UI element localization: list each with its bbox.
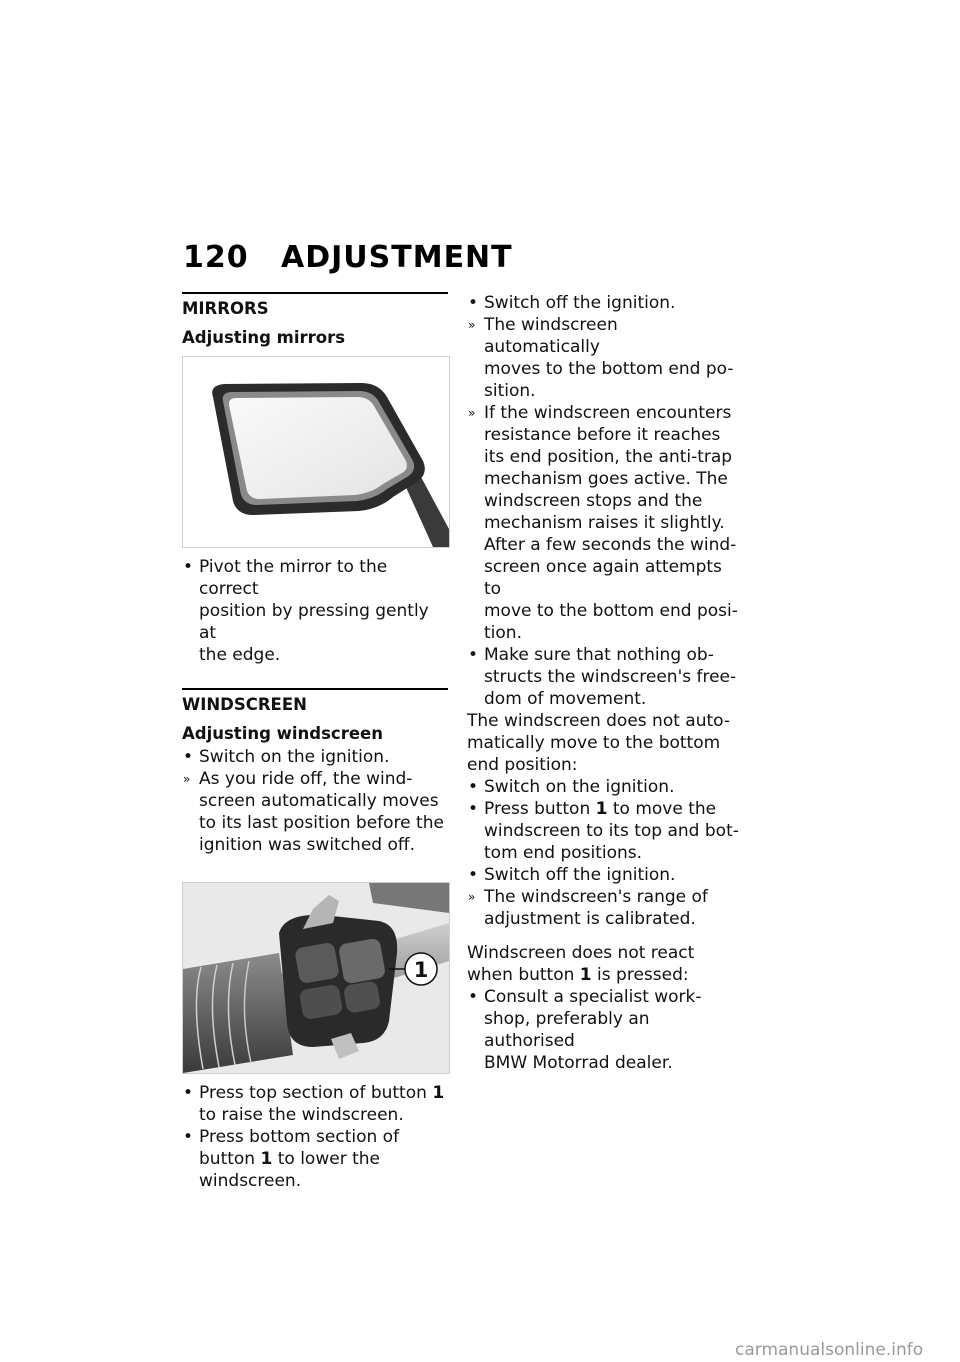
ws-step-ignition-on-text: Switch on the ignition. — [199, 747, 390, 767]
bullet-marker: • — [468, 777, 479, 797]
press-step-text-3: windscreen to its top and bot- — [484, 821, 739, 841]
mirror-step-line-1: Pivot the mirror to the correct — [199, 557, 388, 599]
result-bottom-position — [467, 314, 739, 402]
mirror-step-line-2: position by pressing gently at — [199, 601, 429, 643]
not-auto-line-3: end position: — [467, 755, 578, 775]
button-ref: 1 — [432, 1083, 445, 1103]
bullet-marker: • — [468, 799, 479, 819]
ws-result-line-1: As you ride off, the wind- — [199, 769, 413, 789]
result-marker: » — [468, 890, 476, 904]
para-not-auto — [467, 710, 739, 776]
page-header — [183, 240, 513, 275]
button-ref: 1 — [595, 799, 608, 819]
callout-number: 1 — [413, 958, 429, 982]
calibrated-line-2: adjustment is calibrated. — [484, 909, 696, 929]
result-anti-trap — [467, 402, 739, 644]
press-step-text-2: to move the — [612, 799, 717, 819]
bullet-marker: • — [468, 645, 479, 665]
obstruct-line-1: Make sure that nothing ob- — [484, 645, 714, 665]
left-column — [182, 292, 448, 1192]
anti-trap-line-3: its end position, the anti-trap — [484, 447, 733, 467]
ws-result-line-3: to its last position before the — [199, 813, 444, 833]
no-react-text-2: is pressed: — [597, 965, 689, 985]
raise-step-text-2: to raise the windscreen. — [199, 1105, 404, 1125]
calibrated-line-1: The windscreen's range of — [484, 887, 708, 907]
step-press-button — [467, 798, 739, 864]
consult-line-2: shop, preferably an authorised — [484, 1009, 650, 1051]
bullet-marker: • — [468, 865, 479, 885]
step-ignition-off-2-text: Switch off the ignition. — [484, 865, 676, 885]
raise-step-text: Press top section of button — [199, 1083, 427, 1103]
result-marker: » — [183, 772, 191, 786]
raise-step — [182, 1082, 448, 1126]
section-rule — [182, 292, 448, 294]
bullet-marker: • — [183, 557, 194, 577]
consult-line-1: Consult a specialist work- — [484, 987, 702, 1007]
anti-trap-line-1: If the windscreen encounters — [484, 403, 732, 423]
lower-step — [182, 1126, 448, 1192]
bullet-marker: • — [468, 293, 479, 313]
result-bottom-line-2: moves to the bottom end po- — [484, 359, 734, 379]
watermark: carmanualsonline.info — [735, 1340, 924, 1360]
lower-step-text-3: to lower the — [277, 1149, 380, 1169]
consult-line-3: BMW Motorrad dealer. — [484, 1053, 673, 1073]
bullet-marker: • — [183, 1083, 194, 1103]
bullet-marker: • — [183, 1127, 194, 1147]
lower-step-text-2: button — [199, 1149, 256, 1169]
subsection-title-adjusting-mirrors: Adjusting mirrors — [182, 328, 346, 347]
page-number: 120 — [183, 240, 249, 275]
anti-trap-line-8: screen once again attempts to — [484, 557, 722, 599]
not-auto-line-1: The windscreen does not auto- — [467, 711, 730, 731]
result-bottom-line-1: The windscreen automatically — [484, 315, 618, 357]
press-step-text-4: tom end positions. — [484, 843, 643, 863]
button-ref: 1 — [579, 965, 592, 985]
handlebar-switch-illustration — [183, 883, 449, 1073]
step-ignition-off-2 — [467, 864, 739, 886]
step-consult-workshop — [467, 986, 739, 1074]
anti-trap-line-6: mechanism raises it slightly. — [484, 513, 725, 533]
section-title-mirrors: MIRRORS — [182, 299, 269, 318]
anti-trap-line-2: resistance before it reaches — [484, 425, 721, 445]
not-auto-line-2: matically move to the bottom — [467, 733, 721, 753]
step-ignition-off-text: Switch off the ignition. — [484, 293, 676, 313]
chapter-title: ADJUSTMENT — [281, 240, 513, 275]
anti-trap-line-7: After a few seconds the wind- — [484, 535, 737, 555]
ws-step-ignition-on — [182, 746, 448, 768]
button-ref: 1 — [260, 1149, 273, 1169]
step-ignition-off — [467, 292, 739, 314]
mirror-step-line-3: the edge. — [199, 645, 281, 665]
result-calibrated — [467, 886, 739, 930]
result-bottom-line-3: sition. — [484, 381, 536, 401]
obstruct-line-2: structs the windscreen's free- — [484, 667, 737, 687]
step-ignition-on — [467, 776, 739, 798]
bullet-marker: • — [468, 987, 479, 1007]
mirror-illustration — [183, 357, 449, 547]
step-ignition-on-text: Switch on the ignition. — [484, 777, 675, 797]
ws-result-line-4: ignition was switched off. — [199, 835, 416, 855]
lower-step-text-4: windscreen. — [199, 1171, 302, 1191]
result-marker: » — [468, 318, 476, 332]
step-no-obstruction — [467, 644, 739, 710]
result-marker: » — [468, 406, 476, 420]
mirror-step — [182, 556, 448, 666]
ws-result-line-2: screen automatically moves — [199, 791, 439, 811]
no-react-text: when button — [467, 965, 575, 985]
bullet-marker: • — [183, 747, 194, 767]
lower-step-text-1: Press bottom section of — [199, 1127, 400, 1147]
anti-trap-line-4: mechanism goes active. The — [484, 469, 728, 489]
right-column — [467, 292, 739, 1074]
anti-trap-line-10: tion. — [484, 623, 522, 643]
ws-result-last-position — [182, 768, 448, 856]
handlebar-switch-image — [182, 882, 450, 1074]
subsection-title-adjusting-windscreen: Adjusting windscreen — [182, 724, 383, 743]
no-react-line-1: Windscreen does not react — [467, 943, 695, 963]
mirror-image — [182, 356, 450, 548]
obstruct-line-3: dom of movement. — [484, 689, 647, 709]
section-rule — [182, 688, 448, 690]
para-no-react — [467, 942, 739, 986]
anti-trap-line-9: move to the bottom end posi- — [484, 601, 738, 621]
anti-trap-line-5: windscreen stops and the — [484, 491, 703, 511]
press-step-text: Press button — [484, 799, 591, 819]
section-title-windscreen: WINDSCREEN — [182, 695, 307, 714]
